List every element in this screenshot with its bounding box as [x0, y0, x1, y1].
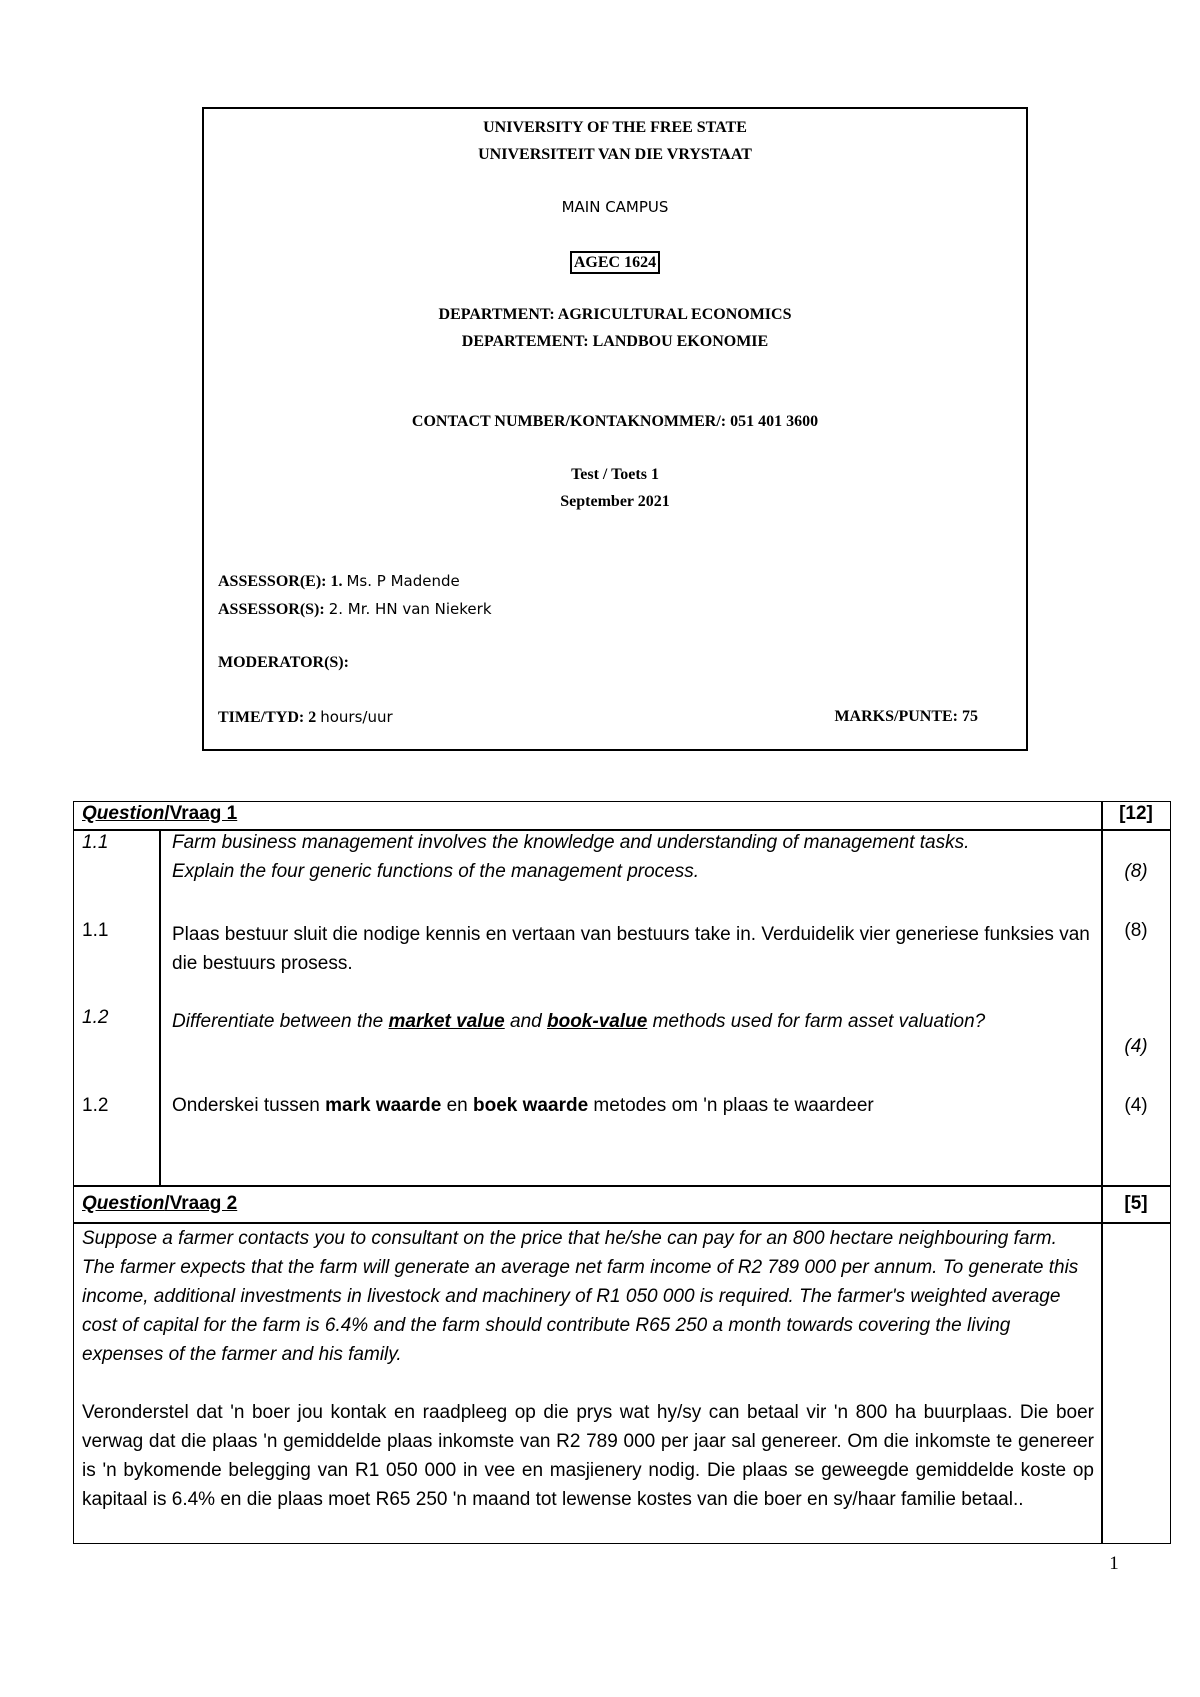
- q1-bottom-divider: [74, 1185, 1170, 1187]
- q1-2-text-en: [172, 1007, 1092, 1036]
- q2-title-en: Question: [82, 1193, 165, 1214]
- exam-cover-box: [202, 107, 1028, 751]
- department-af: DEPARTEMENT: LANDBOU EKONOMIE: [461, 333, 769, 350]
- q1-1-mark-af: (8): [1124, 920, 1148, 941]
- assessor-2-label: ASSESSOR(S):: [218, 601, 325, 618]
- q2-text-en: Suppose a farmer contacts you to consultant on the price that he/she can pay for an 800 hectare neighbouring farm. The farmer expects that the farm will generate an average net farm income of R2 789 000 per annum. To generate this income, additional investments in livestock and machinery of R1 050 000 is required. The farmer's weighted average cost of capital for the farm is 6.4% and the farm should contribute R65 250 a month towards covering the living expenses of the farmer and his family.: [82, 1228, 1079, 1365]
- q1-total-marks: [12]: [1119, 803, 1153, 824]
- assessor-1-number: 1.: [330, 573, 343, 590]
- campus: MAIN CAMPUS: [561, 198, 669, 216]
- q1-2-text-af-pre: Onderskei tussen: [172, 1095, 326, 1116]
- assessor-1-name: Ms. P Madende: [346, 572, 460, 590]
- number-column-divider: [159, 830, 161, 1185]
- course-code-row: [204, 251, 1026, 274]
- test-date: September 2021: [560, 493, 670, 510]
- q1-title-en: Question: [82, 803, 165, 824]
- q2-text-af: Veronderstel dat 'n boer jou kontak en raadpleeg op die prys wat hy/sy can betaal vir 'n 800 ha buurplaas. Die boer verwag dat die plaas 'n gemiddelde plaas inkomste van R2 789 000 per jaar sal genereer. Om die inkomste te genereer is 'n bykomende belegging van R1 050 000 in vee en masjienery nodig. Die plaas se geweegde gemiddelde koste op kapitaal is 6.4% en die plaas moet R65 250 'n maand tot lewense kostes van die boer en sy/haar familie betaal..: [82, 1402, 1094, 1510]
- q1-1-text-af: Plaas bestuur sluit die nodige kennis en vertaan van bestuurs take in. Verduidelik vier generiese funksies van die bestuurs prosess.: [172, 924, 1090, 974]
- q1-2-mark-af: (4): [1124, 1095, 1148, 1116]
- q1-2-number-af: 1.2: [82, 1095, 109, 1116]
- question-table: [73, 801, 1171, 1544]
- q1-2-term-market-value: market value: [388, 1011, 505, 1032]
- q1-2-text-af-post: metodes om 'n plaas te waardeer: [588, 1095, 874, 1116]
- marks-total: MARKS/PUNTE: 75: [834, 708, 978, 725]
- time-number: 2: [308, 709, 317, 726]
- moderator-label: MODERATOR(S):: [218, 654, 349, 671]
- q1-2-mark-en: (4): [1124, 1036, 1148, 1057]
- test-title: Test / Toets 1: [571, 466, 659, 483]
- page-number: 1: [1109, 1553, 1119, 1574]
- q1-2-term-mark-waarde: mark waarde: [325, 1095, 442, 1116]
- q1-2-text-en-post: methods used for farm asset valuation?: [647, 1011, 986, 1032]
- q1-2-term-book-value: book-value: [546, 1011, 648, 1032]
- assessor-1: [218, 572, 460, 591]
- assessor-2-name: 2. Mr. HN van Niekerk: [328, 600, 492, 618]
- time-unit: hours/uur: [320, 708, 393, 726]
- q1-2-text-en-mid: and: [504, 1011, 547, 1032]
- q2-title: [82, 1193, 237, 1215]
- q1-title: [82, 803, 237, 825]
- q1-header-divider: [74, 829, 1170, 831]
- department-en: DEPARTMENT: AGRICULTURAL ECONOMICS: [438, 306, 792, 323]
- q1-2-number-en: 1.2: [82, 1007, 109, 1028]
- q1-2-term-boek-waarde: boek waarde: [473, 1095, 589, 1116]
- time-label: TIME/TYD:: [218, 709, 305, 726]
- contact-number: CONTACT NUMBER/KONTAKNOMMER/: 051 401 3600: [411, 413, 819, 430]
- q1-title-af: /Vraag 1: [164, 803, 238, 824]
- university-name-en: UNIVERSITY OF THE FREE STATE: [483, 119, 747, 136]
- q1-2-text-en-pre: Differentiate between the: [172, 1011, 389, 1032]
- q2-total-marks: [5]: [1124, 1193, 1148, 1214]
- assessor-1-label: ASSESSOR(E):: [218, 573, 327, 590]
- assessor-2: [218, 600, 492, 619]
- q1-1-text-en-line2: Explain the four generic functions of the management process.: [172, 861, 700, 882]
- q1-1-text-en-line1: Farm business management involves the knowledge and understanding of management tasks.: [172, 832, 970, 853]
- time-row: [218, 708, 393, 727]
- marks-column-divider: [1101, 802, 1103, 1544]
- q1-1-mark-en: (8): [1124, 861, 1148, 882]
- course-code: AGEC 1624: [570, 251, 660, 274]
- q1-2-text-af: [172, 1095, 874, 1117]
- q2-title-af: /Vraag 2: [164, 1193, 238, 1214]
- university-name-af: UNIVERSITEIT VAN DIE VRYSTAAT: [478, 146, 752, 163]
- q1-2-text-af-mid: en: [441, 1095, 474, 1116]
- q1-1-number-en: 1.1: [82, 832, 109, 853]
- q1-1-number-af: 1.1: [82, 920, 109, 941]
